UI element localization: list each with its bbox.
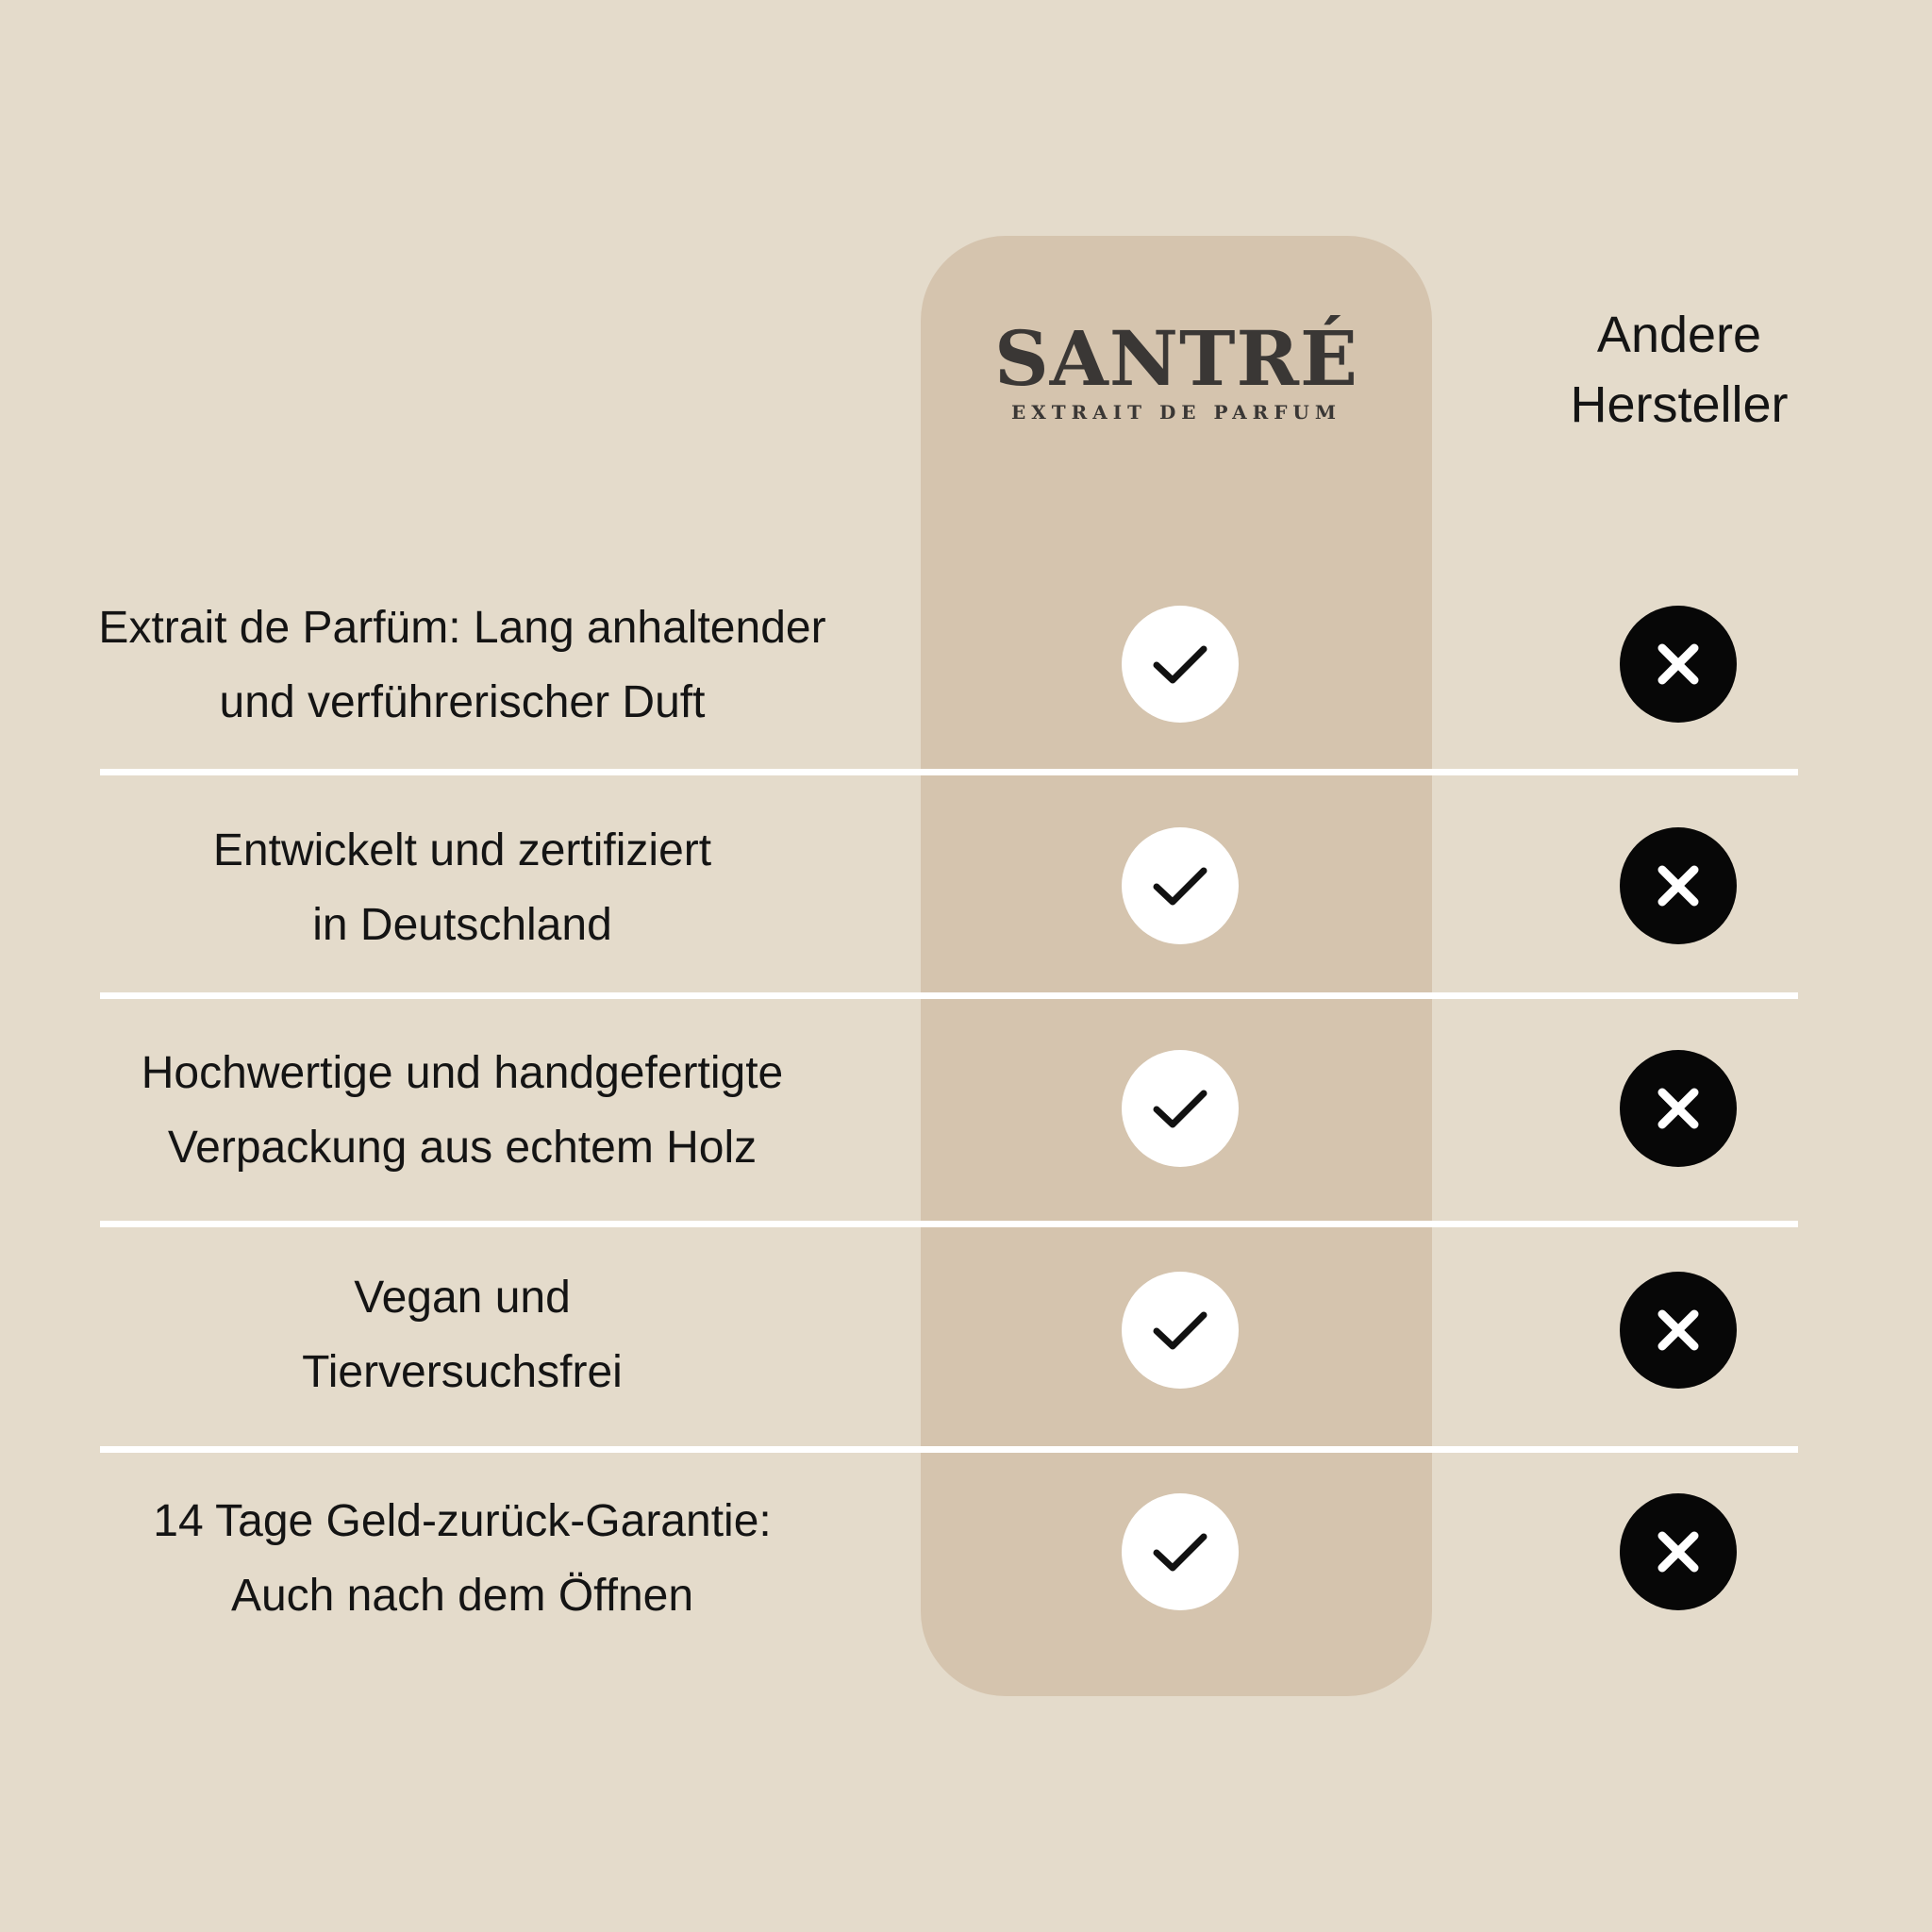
feature-label-line: Vegan und [354, 1273, 571, 1323]
cross-icon [1620, 1050, 1737, 1167]
check-icon [1122, 827, 1239, 944]
feature-label-line: Hochwertige und handgefertigte [141, 1048, 784, 1098]
feature-label-line: Tierversuchsfrei [302, 1347, 623, 1397]
competitor-heading-line: Andere [1596, 307, 1762, 363]
feature-label-line: und verführerischer Duft [219, 677, 706, 727]
feature-label [38, 1036, 887, 1185]
competitor-heading-line: Hersteller [1570, 376, 1789, 433]
feature-label-line: Verpackung aus echtem Holz [167, 1123, 758, 1173]
cross-icon [1620, 827, 1737, 944]
feature-label [38, 591, 887, 740]
cross-icon [1620, 1272, 1737, 1389]
brand-name: SANTRÉ [994, 314, 1358, 403]
feature-label-line: 14 Tage Geld-zurück-Garantie: [153, 1496, 772, 1546]
row-divider [100, 769, 1798, 775]
feature-label [38, 1484, 887, 1633]
brand-logo [921, 316, 1432, 425]
check-icon [1122, 1050, 1239, 1167]
row-divider [100, 1446, 1798, 1453]
check-icon [1122, 606, 1239, 723]
check-icon [1122, 1272, 1239, 1389]
brand-tagline: EXTRAIT DE PARFUM [1010, 401, 1342, 424]
santre-highlight-column [921, 236, 1432, 1696]
row-divider [100, 1221, 1798, 1227]
cross-icon [1620, 1493, 1737, 1610]
feature-label [38, 813, 887, 962]
competitor-heading [1509, 300, 1849, 440]
row-divider [100, 992, 1798, 999]
cross-icon [1620, 606, 1737, 723]
feature-label-line: in Deutschland [312, 900, 612, 950]
feature-label-line: Auch nach dem Öffnen [230, 1571, 694, 1621]
feature-label-line: Entwickelt und zertifiziert [212, 825, 712, 875]
check-icon [1122, 1493, 1239, 1610]
feature-label [38, 1260, 887, 1409]
feature-label-line: Extrait de Parfüm: Lang anhaltender [98, 603, 826, 653]
